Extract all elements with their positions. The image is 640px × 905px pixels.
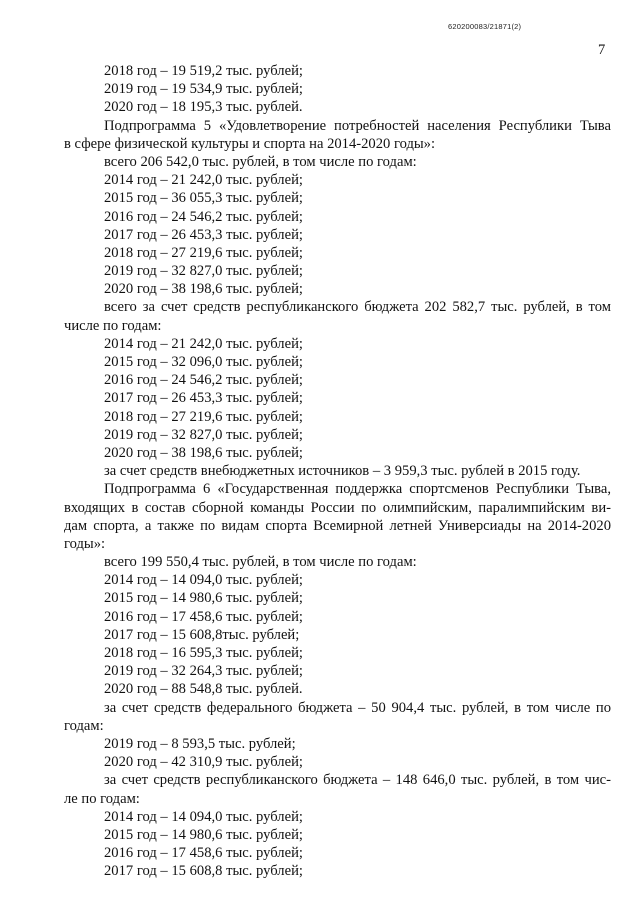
text-line: годы»: — [64, 535, 106, 552]
text-line: Подпрограмма 5 «Удовлетворение потребностей населения Республики Тыва — [104, 117, 611, 134]
text-line: за счет средств внебюджетных источников – 3 959,3 тыс. рублей в 2015 году. — [104, 463, 581, 480]
text-line: 2017 год – 15 608,8 тыс. рублей; — [104, 863, 303, 880]
text-line: в сфере физической культуры и спорта на 2014-2020 годы»: — [64, 135, 436, 152]
text-line: 2017 год – 26 453,3 тыс. рублей; — [104, 390, 303, 407]
text-line: всего за счет средств республиканского бюджета 202 582,7 тыс. рублей, в том — [104, 299, 611, 316]
text-line: 2015 год – 14 980,6 тыс. рублей; — [104, 826, 303, 843]
text-line: 2016 год – 17 458,6 тыс. рублей; — [104, 845, 303, 862]
text-line: 2019 год – 32 264,3 тыс. рублей; — [104, 663, 303, 680]
text-line: 2015 год – 14 980,6 тыс. рублей; — [104, 590, 303, 607]
text-line: за счет средств республиканского бюджета – 148 646,0 тыс. рублей, в том чис- — [104, 772, 611, 789]
text-line: 2019 год – 32 827,0 тыс. рублей; — [104, 263, 303, 280]
text-line: всего 199 550,4 тыс. рублей, в том числе по годам: — [104, 554, 417, 571]
page-number: 7 — [598, 42, 606, 58]
text-line: 2018 год – 27 219,6 тыс. рублей; — [104, 244, 303, 261]
text-line: 2014 год – 21 242,0 тыс. рублей; — [104, 172, 303, 189]
text-line: 2018 год – 16 595,3 тыс. рублей; — [104, 645, 303, 661]
text-line: годам: — [64, 717, 104, 734]
text-line: 2014 год – 14 094,0 тыс. рублей; — [104, 808, 303, 825]
text-line: 2017 год – 26 453,3 тыс. рублей; — [104, 226, 303, 243]
text-line: 2020 год – 38 198,6 тыс. рублей; — [104, 444, 303, 461]
text-line: 2019 год – 8 593,5 тыс. рублей; — [104, 735, 296, 752]
text-line: всего 206 542,0 тыс. рублей, в том числе по годам: — [104, 153, 417, 170]
text-line: Подпрограмма 6 «Государственная поддержка спортсменов Республики Тыва, — [104, 481, 611, 498]
text-line: 2014 год – 21 242,0 тыс. рублей; — [104, 335, 303, 352]
text-line: входящих в состав сборной команды России по олимпийским, паралимпийским ви- — [64, 499, 611, 516]
text-line: 2015 год – 32 096,0 тыс. рублей; — [104, 354, 303, 370]
text-line: за счет средств федерального бюджета – 50 904,4 тыс. рублей, в том числе по — [104, 699, 611, 716]
document-id: 620200083/21871(2) — [448, 22, 522, 31]
text-line: 2019 год – 19 534,9 тыс. рублей; — [104, 81, 303, 98]
text-line: 2019 год – 32 827,0 тыс. рублей; — [104, 426, 303, 443]
text-line: 2018 год – 19 519,2 тыс. рублей; — [104, 63, 303, 79]
text-line: дам спорта, а также по видам спорта Всемирной летней Универсиады на 2014-2020 — [64, 517, 611, 534]
text-line: 2015 год – 36 055,3 тыс. рублей; — [104, 190, 303, 207]
text-line: 2020 год – 18 195,3 тыс. рублей. — [104, 99, 303, 116]
text-line: 2018 год – 27 219,6 тыс. рублей; — [104, 408, 303, 425]
text-line: 2017 год – 15 608,8тыс. рублей; — [104, 626, 300, 643]
text-line: 2014 год – 14 094,0 тыс. рублей; — [104, 572, 303, 589]
text-line: 2020 год – 38 198,6 тыс. рублей; — [104, 281, 303, 298]
text-line: 2016 год – 24 546,2 тыс. рублей; — [104, 208, 303, 225]
text-line: 2016 год – 24 546,2 тыс. рублей; — [104, 372, 303, 389]
document-body — [64, 62, 611, 880]
text-line: ле по годам: — [64, 790, 140, 807]
text-line: числе по годам: — [64, 317, 162, 334]
text-line: 2020 год – 42 310,9 тыс. рублей; — [104, 754, 303, 771]
text-line: 2020 год – 88 548,8 тыс. рублей. — [104, 681, 303, 698]
text-line: 2016 год – 17 458,6 тыс. рублей; — [104, 608, 303, 625]
